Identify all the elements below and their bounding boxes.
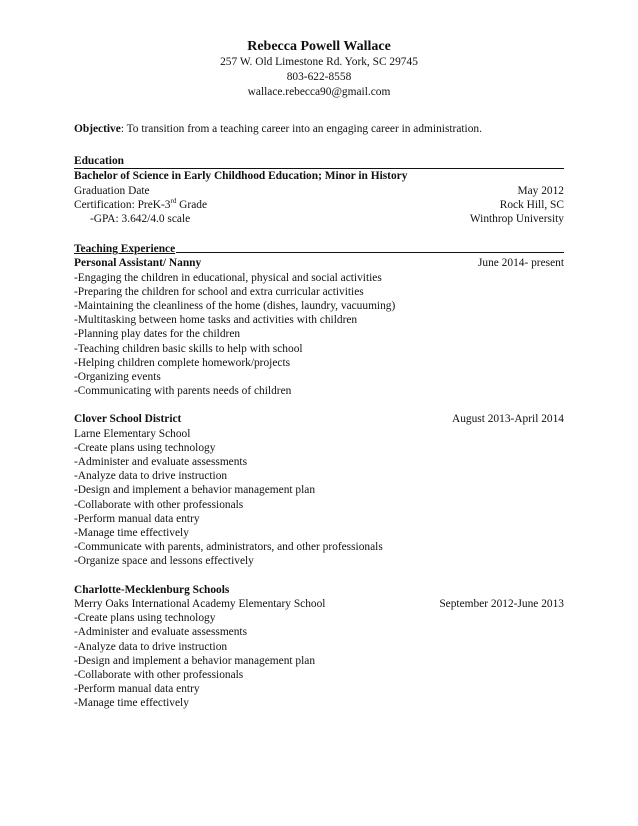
job-subtitle-row [74,597,564,611]
job-entry [74,412,564,568]
certification-suffix: Grade [176,198,208,211]
list-item: - Analyze data to drive instruction [74,640,564,654]
job-subtitle: Merry Oaks International Academy Elementary School [74,597,326,610]
list-item: - Administer and evaluate assessments [74,625,564,639]
email-line: wallace.rebecca90@gmail.com [247,86,391,98]
gpa-row [74,212,564,226]
graduation-label: Graduation Date [74,184,150,197]
list-item: - Perform manual data entry [74,682,564,696]
list-item: - Collaborate with other professionals [74,668,564,682]
list-item: - Design and implement a behavior management plan [74,483,564,497]
list-item: - Create plans using technology [74,441,564,455]
list-item: - Manage time effectively [74,526,564,540]
job-dates: June 2014- present [477,257,564,270]
school-name: Winthrop University [469,213,564,226]
job-duties [74,271,564,399]
list-item: - Manage time effectively [74,696,564,710]
school-location: Rock Hill, SC [499,198,564,211]
objective-label: Objective [74,123,121,135]
list-item: - Analyze data to drive instruction [74,469,564,483]
gpa-text: -GPA: 3.642/4.0 scale [90,213,191,226]
job-title-row [74,412,564,426]
certification-text [74,198,207,212]
job-title: Personal Assistant/ Nanny [74,257,202,270]
job-entry [74,256,564,398]
phone-line: 803-622-8558 [286,71,352,83]
job-duties [74,441,564,569]
list-item: - Helping children complete homework/projects [74,356,564,370]
job-title-row [74,583,564,597]
job-dates: September 2012-June 2013 [439,597,564,610]
resume-header [74,38,564,100]
list-item: - Preparing the children for school and extra curricular activities [74,285,564,299]
experience-rule [176,242,564,253]
list-item: - Planning play dates for the children [74,327,564,341]
list-item: - Teaching children basic skills to help with school [74,342,564,356]
objective-text: : To transition from a teaching career into an engaging career in administration. [120,123,482,135]
job-subtitle: Larne Elementary School [74,427,191,440]
graduation-row [74,184,564,198]
job-dates: August 2013-April 2014 [451,413,564,426]
list-item: - Multitasking between home tasks and activities with children [74,313,564,327]
job-entry [74,583,564,711]
list-item: - Administer and evaluate assessments [74,455,564,469]
list-item: - Communicating with parents needs of children [74,384,564,398]
certification-prefix: Certification: PreK-3 [74,198,171,211]
job-title: Clover School District [74,413,182,426]
experience-heading [74,242,564,256]
graduation-date: May 2012 [517,184,564,197]
list-item: - Organizing events [74,370,564,384]
objective-section [74,122,564,136]
degree-line: Bachelor of Science in Early Childhood Education; Minor in History [74,170,408,183]
certification-row [74,198,564,212]
list-item: - Perform manual data entry [74,512,564,526]
list-item: - Communicate with parents, administrators, and other professionals [74,540,564,554]
address-line: 257 W. Old Limestone Rd. York, SC 29745 [220,56,418,68]
applicant-name: Rebecca Powell Wallace [247,39,391,54]
list-item: - Collaborate with other professionals [74,498,564,512]
list-item: - Design and implement a behavior management plan [74,654,564,668]
education-heading: Education [74,154,564,169]
list-item: - Engaging the children in educational, physical and social activities [74,271,564,285]
job-title-row [74,256,564,270]
list-item: - Organize space and lessons effectively [74,554,564,568]
experience-title: Teaching Experience [74,243,176,256]
certification-sup: rd [170,197,177,206]
job-duties [74,611,564,710]
list-item: - Create plans using technology [74,611,564,625]
list-item: - Maintaining the cleanliness of the home (dishes, laundry, vacuuming) [74,299,564,313]
job-title: Charlotte-Mecklenburg Schools [74,583,230,596]
resume-page [74,0,564,711]
